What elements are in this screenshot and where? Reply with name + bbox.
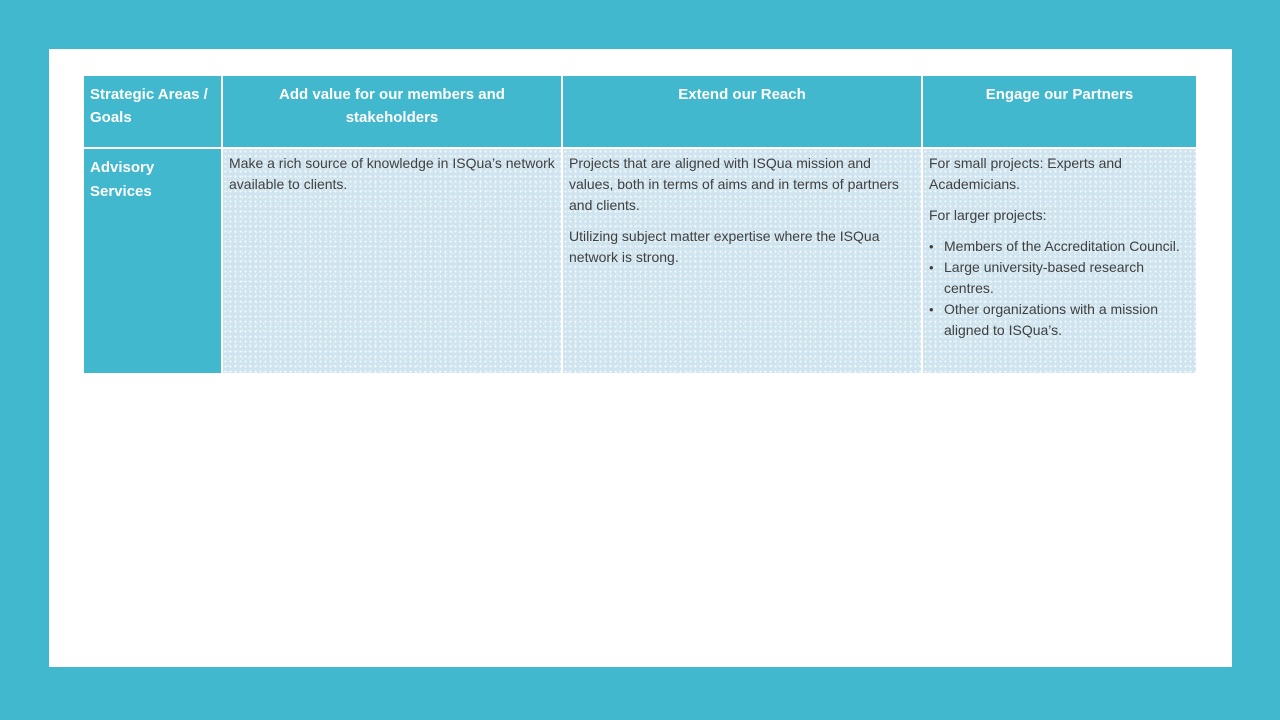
bullet-icon: • [929,302,934,317]
header-cell-add-value: Add value for our members and stakeholders [223,76,561,147]
bullet-icon: • [929,260,934,275]
paragraph: For larger projects: [929,207,1047,223]
cell-engage-partners [923,149,1196,373]
header-cell-extend-reach: Extend our Reach [563,76,921,147]
bullet-icon: • [929,239,934,254]
paragraph: Make a rich source of knowledge in ISQua’s network available to clients. [229,155,555,192]
paragraph: For small projects: Experts and Academicians. [929,155,1122,192]
slide-canvas [49,49,1232,667]
paragraph: Utilizing subject matter expertise where the ISQua network is strong. [569,228,880,265]
bullet-text: Large university-based research centres. [944,259,1144,296]
bullet-text: Members of the Accreditation Council. [944,238,1180,254]
bullet-list [929,236,1190,341]
list-item [929,299,1190,341]
strategy-table [84,76,1196,373]
cell-extend-reach [563,149,921,373]
paragraph: Projects that are aligned with ISQua mission and values, both in terms of aims and in terms of partners and clients. [569,155,899,213]
list-item [929,236,1190,257]
row-label-advisory-services: Advisory Services [84,149,221,373]
header-cell-strategic-areas: Strategic Areas / Goals [84,76,221,147]
cell-add-value [223,149,561,373]
list-item [929,257,1190,299]
header-cell-engage-partners: Engage our Partners [923,76,1196,147]
bullet-text: Other organizations with a mission aligned to ISQua’s. [944,301,1158,338]
